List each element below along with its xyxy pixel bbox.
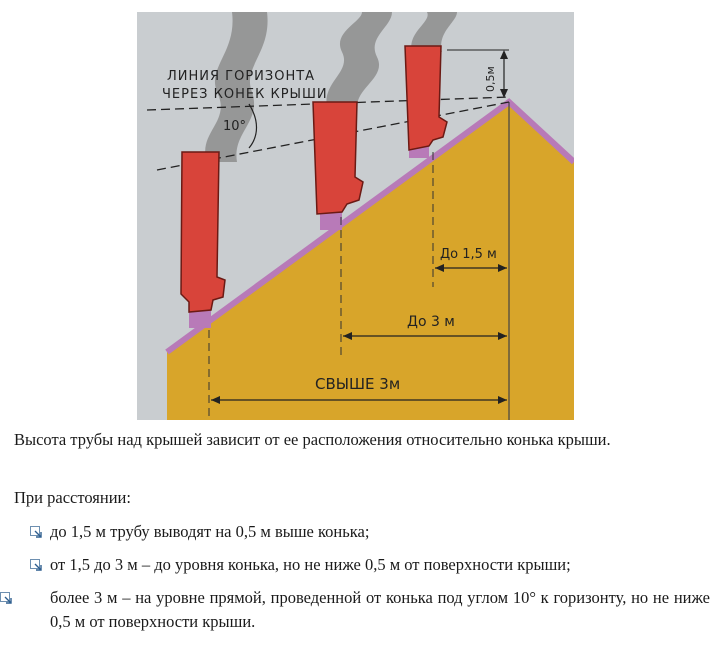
dim2-label: До 3 м	[407, 314, 455, 330]
distance-intro: При расстоянии:	[14, 488, 131, 507]
horizon-label-line2: ЧЕРЕЗ КОНЕК КРЫШИ	[162, 87, 328, 102]
list-item	[50, 520, 710, 544]
list-item-text: более 3 м – на уровне прямой, проведенной от конька под углом 10° к горизонту, но не ниже 0,5 м от поверхности крыши.	[50, 588, 710, 631]
height-label: 0,5м	[484, 66, 497, 92]
figure-caption: Высота трубы над крышей зависит от ее расположения относительно конька крыши.	[14, 430, 611, 449]
chimney-height-diagram	[137, 12, 574, 420]
checkbox-arrow-icon	[0, 592, 12, 604]
horizon-label-line1: ЛИНИЯ ГОРИЗОНТА	[167, 69, 316, 84]
list-item-text: от 1,5 до 3 м – до уровня конька, но не ниже 0,5 м от поверхности крыши;	[50, 555, 571, 574]
list-item	[50, 553, 710, 577]
checkbox-arrow-icon	[30, 526, 42, 538]
distance-rules-list	[50, 520, 710, 643]
list-item	[15, 586, 710, 634]
diagram-svg	[137, 12, 574, 420]
list-item-text: до 1,5 м трубу выводят на 0,5 м выше конька;	[50, 522, 370, 541]
angle-label: 10°	[223, 119, 247, 134]
checkbox-arrow-icon	[30, 559, 42, 571]
dim1-label: До 1,5 м	[440, 247, 497, 262]
dim3-label: СВЫШЕ 3м	[315, 375, 401, 393]
